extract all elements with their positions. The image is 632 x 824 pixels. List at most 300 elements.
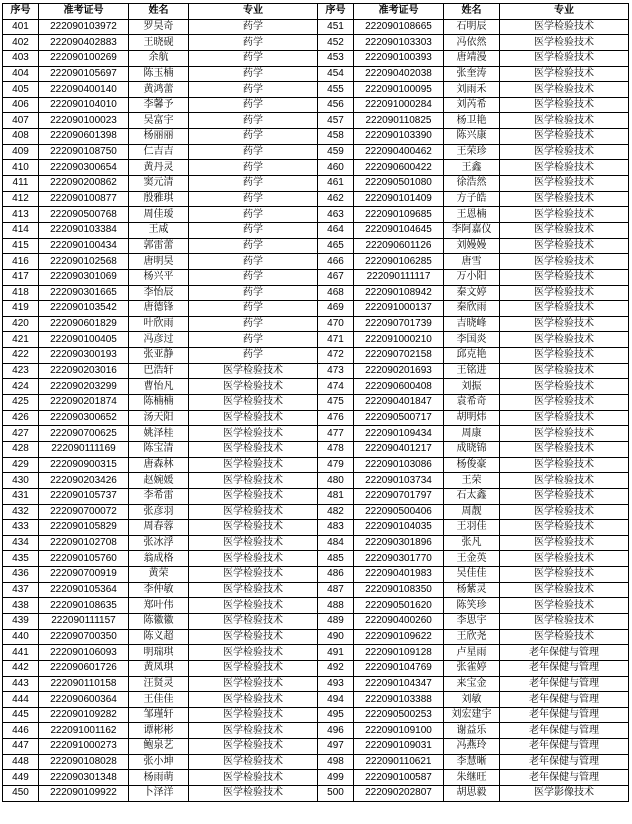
seq-cell: 437 — [3, 582, 39, 598]
major-cell: 医学检验技术 — [500, 613, 629, 629]
seq-cell: 491 — [318, 645, 354, 661]
major-cell: 医学检验技术 — [500, 520, 629, 536]
major-cell: 医学检验技术 — [500, 82, 629, 98]
seq-cell: 427 — [3, 426, 39, 442]
major-cell: 药学 — [189, 35, 318, 51]
exam-id-cell: 222090701797 — [354, 488, 444, 504]
table-row — [3, 473, 629, 489]
major-cell: 老年保健与管理 — [500, 676, 629, 692]
name-cell: 殷雅琪 — [129, 191, 189, 207]
major-cell: 药学 — [189, 238, 318, 254]
exam-id-cell: 222090500406 — [354, 504, 444, 520]
table-row — [3, 739, 629, 755]
major-cell: 医学检验技术 — [500, 129, 629, 145]
name-cell: 方子皓 — [444, 191, 500, 207]
exam-id-cell: 222090201693 — [354, 363, 444, 379]
name-cell: 唐靖漫 — [444, 50, 500, 66]
exam-id-cell: 222090111169 — [39, 441, 129, 457]
seq-cell: 425 — [3, 395, 39, 411]
major-cell: 医学检验技术 — [189, 363, 318, 379]
name-cell: 杨俊豪 — [444, 457, 500, 473]
major-cell: 医学检验技术 — [500, 66, 629, 82]
name-cell: 朱继旺 — [444, 770, 500, 786]
exam-id-cell: 222090109434 — [354, 426, 444, 442]
name-cell: 冯彦过 — [129, 332, 189, 348]
seq-cell: 402 — [3, 35, 39, 51]
major-cell: 医学检验技术 — [189, 426, 318, 442]
seq-cell: 431 — [3, 488, 39, 504]
exam-id-cell: 222091000273 — [39, 739, 129, 755]
exam-id-cell: 222090501620 — [354, 598, 444, 614]
name-cell: 李国炎 — [444, 332, 500, 348]
seq-cell: 488 — [318, 598, 354, 614]
exam-id-cell: 222090300652 — [39, 410, 129, 426]
seq-cell: 401 — [3, 19, 39, 35]
header-exam-id: 准考证号 — [354, 4, 444, 20]
major-cell: 医学检验技术 — [500, 535, 629, 551]
name-cell: 王欣尧 — [444, 629, 500, 645]
exam-id-cell: 222090110158 — [39, 676, 129, 692]
header-major: 专业 — [500, 4, 629, 20]
exam-id-cell: 222090301770 — [354, 551, 444, 567]
table-row — [3, 222, 629, 238]
table-row — [3, 488, 629, 504]
name-cell: 张亚静 — [129, 348, 189, 364]
header-exam-id: 准考证号 — [39, 4, 129, 20]
major-cell: 医学检验技术 — [500, 582, 629, 598]
name-cell: 李思宇 — [444, 613, 500, 629]
seq-cell: 411 — [3, 176, 39, 192]
seq-cell: 460 — [318, 160, 354, 176]
exam-id-cell: 222090108028 — [39, 754, 129, 770]
seq-cell: 414 — [3, 222, 39, 238]
seq-cell: 490 — [318, 629, 354, 645]
exam-id-cell: 222090104347 — [354, 676, 444, 692]
major-cell: 医学检验技术 — [189, 660, 318, 676]
name-cell: 唐森林 — [129, 457, 189, 473]
name-cell: 姚泽桂 — [129, 426, 189, 442]
seq-cell: 456 — [318, 97, 354, 113]
major-cell: 医学检验技术 — [189, 379, 318, 395]
exam-id-cell: 222090105829 — [39, 520, 129, 536]
major-cell: 医学检验技术 — [500, 254, 629, 270]
seq-cell: 433 — [3, 520, 39, 536]
major-cell: 医学检验技术 — [189, 504, 318, 520]
name-cell: 刘敏 — [444, 692, 500, 708]
exam-id-cell: 222090601726 — [39, 660, 129, 676]
major-cell: 医学检验技术 — [500, 441, 629, 457]
major-cell: 药学 — [189, 222, 318, 238]
major-cell: 医学检验技术 — [189, 645, 318, 661]
seq-cell: 412 — [3, 191, 39, 207]
exam-roster-table — [2, 3, 629, 802]
exam-id-cell: 222090109685 — [354, 207, 444, 223]
seq-cell: 435 — [3, 551, 39, 567]
name-cell: 唐明昊 — [129, 254, 189, 270]
header-row — [3, 4, 629, 20]
name-cell: 张雀婷 — [444, 660, 500, 676]
major-cell: 药学 — [189, 50, 318, 66]
seq-cell: 476 — [318, 410, 354, 426]
name-cell: 张小坤 — [129, 754, 189, 770]
name-cell: 李仲敏 — [129, 582, 189, 598]
major-cell: 医学影像技术 — [500, 786, 629, 802]
name-cell: 黄鸿蕾 — [129, 82, 189, 98]
table-row — [3, 504, 629, 520]
table-row — [3, 301, 629, 317]
exam-id-cell: 222090103390 — [354, 129, 444, 145]
exam-id-cell: 222090600364 — [39, 692, 129, 708]
name-cell: 李馨予 — [129, 97, 189, 113]
seq-cell: 439 — [3, 613, 39, 629]
major-cell: 药学 — [189, 348, 318, 364]
major-cell: 老年保健与管理 — [500, 723, 629, 739]
major-cell: 医学检验技术 — [500, 551, 629, 567]
major-cell: 医学检验技术 — [189, 707, 318, 723]
major-cell: 药学 — [189, 269, 318, 285]
name-cell: 刘芮希 — [444, 97, 500, 113]
seq-cell: 467 — [318, 269, 354, 285]
name-cell: 谭彬彬 — [129, 723, 189, 739]
exam-id-cell: 222090900315 — [39, 457, 129, 473]
seq-cell: 443 — [3, 676, 39, 692]
seq-cell: 497 — [318, 739, 354, 755]
exam-id-cell: 222090201874 — [39, 395, 129, 411]
exam-id-cell: 222090100023 — [39, 113, 129, 129]
seq-cell: 483 — [318, 520, 354, 536]
table-row — [3, 129, 629, 145]
table-row — [3, 238, 629, 254]
name-cell: 吴富宇 — [129, 113, 189, 129]
seq-cell: 441 — [3, 645, 39, 661]
name-cell: 余航 — [129, 50, 189, 66]
seq-cell: 419 — [3, 301, 39, 317]
name-cell: 唐雪 — [444, 254, 500, 270]
name-cell: 翁成格 — [129, 551, 189, 567]
name-cell: 陈玉楠 — [129, 66, 189, 82]
major-cell: 医学检验技术 — [500, 598, 629, 614]
exam-id-cell: 222091000137 — [354, 301, 444, 317]
major-cell: 药学 — [189, 254, 318, 270]
name-cell: 陈笑珍 — [444, 598, 500, 614]
major-cell: 医学检验技术 — [500, 504, 629, 520]
seq-cell: 500 — [318, 786, 354, 802]
exam-id-cell: 222090401847 — [354, 395, 444, 411]
seq-cell: 487 — [318, 582, 354, 598]
major-cell: 医学检验技术 — [189, 488, 318, 504]
seq-cell: 484 — [318, 535, 354, 551]
table-row — [3, 348, 629, 364]
major-cell: 医学检验技术 — [500, 488, 629, 504]
seq-cell: 481 — [318, 488, 354, 504]
exam-id-cell: 222090402038 — [354, 66, 444, 82]
major-cell: 医学检验技术 — [189, 582, 318, 598]
name-cell: 吉晓峰 — [444, 316, 500, 332]
exam-id-cell: 222090301665 — [39, 285, 129, 301]
seq-cell: 445 — [3, 707, 39, 723]
major-cell: 医学检验技术 — [500, 35, 629, 51]
exam-id-cell: 222091000210 — [354, 332, 444, 348]
name-cell: 李怡辰 — [129, 285, 189, 301]
seq-cell: 451 — [318, 19, 354, 35]
seq-cell: 472 — [318, 348, 354, 364]
exam-id-cell: 222090203299 — [39, 379, 129, 395]
seq-cell: 474 — [318, 379, 354, 395]
seq-cell: 495 — [318, 707, 354, 723]
seq-cell: 428 — [3, 441, 39, 457]
table-row — [3, 660, 629, 676]
exam-id-cell: 222090400140 — [39, 82, 129, 98]
table-row — [3, 770, 629, 786]
seq-cell: 494 — [318, 692, 354, 708]
major-cell: 老年保健与管理 — [500, 692, 629, 708]
table-row — [3, 582, 629, 598]
seq-cell: 454 — [318, 66, 354, 82]
exam-id-cell: 222090110825 — [354, 113, 444, 129]
table-row — [3, 191, 629, 207]
name-cell: 谢益乐 — [444, 723, 500, 739]
name-cell: 窦元清 — [129, 176, 189, 192]
major-cell: 医学检验技术 — [500, 238, 629, 254]
major-cell: 老年保健与管理 — [500, 707, 629, 723]
major-cell: 老年保健与管理 — [500, 660, 629, 676]
name-cell: 赵婉媛 — [129, 473, 189, 489]
name-cell: 张冰浮 — [129, 535, 189, 551]
major-cell: 医学检验技术 — [500, 285, 629, 301]
table-row — [3, 269, 629, 285]
name-cell: 冯依然 — [444, 35, 500, 51]
name-cell: 冯燕玲 — [444, 739, 500, 755]
exam-id-cell: 222090701739 — [354, 316, 444, 332]
seq-cell: 493 — [318, 676, 354, 692]
major-cell: 医学检验技术 — [189, 535, 318, 551]
table-row — [3, 645, 629, 661]
major-cell: 医学检验技术 — [189, 598, 318, 614]
seq-cell: 486 — [318, 567, 354, 583]
exam-id-cell: 222090108665 — [354, 19, 444, 35]
exam-id-cell: 222090104645 — [354, 222, 444, 238]
seq-cell: 430 — [3, 473, 39, 489]
seq-cell: 407 — [3, 113, 39, 129]
seq-cell: 475 — [318, 395, 354, 411]
name-cell: 黄凤琪 — [129, 660, 189, 676]
table-row — [3, 410, 629, 426]
seq-cell: 426 — [3, 410, 39, 426]
name-cell: 杨丽丽 — [129, 129, 189, 145]
header-major: 专业 — [189, 4, 318, 20]
name-cell: 罗昊奇 — [129, 19, 189, 35]
table-row — [3, 35, 629, 51]
major-cell: 医学检验技术 — [189, 551, 318, 567]
name-cell: 王恩楠 — [444, 207, 500, 223]
exam-id-cell: 222090202807 — [354, 786, 444, 802]
name-cell: 石明辰 — [444, 19, 500, 35]
exam-id-cell: 222090109128 — [354, 645, 444, 661]
seq-cell: 422 — [3, 348, 39, 364]
name-cell: 石太鑫 — [444, 488, 500, 504]
seq-cell: 479 — [318, 457, 354, 473]
name-cell: 杨卫艳 — [444, 113, 500, 129]
exam-id-cell: 222090301348 — [39, 770, 129, 786]
exam-id-cell: 222090601829 — [39, 316, 129, 332]
seq-cell: 403 — [3, 50, 39, 66]
seq-cell: 482 — [318, 504, 354, 520]
exam-id-cell: 222090100434 — [39, 238, 129, 254]
major-cell: 老年保健与管理 — [500, 754, 629, 770]
exam-id-cell: 222090104035 — [354, 520, 444, 536]
major-cell: 老年保健与管理 — [500, 739, 629, 755]
major-cell: 药学 — [189, 301, 318, 317]
exam-id-cell: 222090400260 — [354, 613, 444, 629]
seq-cell: 455 — [318, 82, 354, 98]
name-cell: 王咸 — [129, 222, 189, 238]
name-cell: 明瑞琪 — [129, 645, 189, 661]
seq-cell: 461 — [318, 176, 354, 192]
exam-id-cell: 222090300654 — [39, 160, 129, 176]
major-cell: 医学检验技术 — [500, 301, 629, 317]
table-row — [3, 457, 629, 473]
exam-id-cell: 222090402883 — [39, 35, 129, 51]
major-cell: 老年保健与管理 — [500, 770, 629, 786]
table-row — [3, 144, 629, 160]
header-name: 姓名 — [129, 4, 189, 20]
name-cell: 黄荣 — [129, 567, 189, 583]
name-cell: 王羽佳 — [444, 520, 500, 536]
seq-cell: 415 — [3, 238, 39, 254]
seq-cell: 448 — [3, 754, 39, 770]
name-cell: 王铭进 — [444, 363, 500, 379]
major-cell: 医学检验技术 — [189, 739, 318, 755]
major-cell: 医学检验技术 — [500, 426, 629, 442]
major-cell: 医学检验技术 — [189, 567, 318, 583]
exam-id-cell: 222090700919 — [39, 567, 129, 583]
exam-id-cell: 222090108635 — [39, 598, 129, 614]
major-cell: 药学 — [189, 285, 318, 301]
major-cell: 药学 — [189, 66, 318, 82]
exam-id-cell: 222090100393 — [354, 50, 444, 66]
seq-cell: 440 — [3, 629, 39, 645]
seq-cell: 462 — [318, 191, 354, 207]
name-cell: 陈宝清 — [129, 441, 189, 457]
name-cell: 巴浩轩 — [129, 363, 189, 379]
exam-id-cell: 222091001162 — [39, 723, 129, 739]
seq-cell: 469 — [318, 301, 354, 317]
exam-id-cell: 222090401217 — [354, 441, 444, 457]
seq-cell: 471 — [318, 332, 354, 348]
major-cell: 老年保健与管理 — [500, 645, 629, 661]
seq-cell: 463 — [318, 207, 354, 223]
exam-id-cell: 222090100269 — [39, 50, 129, 66]
table-row — [3, 598, 629, 614]
seq-cell: 444 — [3, 692, 39, 708]
exam-id-cell: 222090111117 — [354, 269, 444, 285]
major-cell: 医学检验技术 — [189, 676, 318, 692]
name-cell: 陈徽徽 — [129, 613, 189, 629]
seq-cell: 418 — [3, 285, 39, 301]
exam-id-cell: 222090102708 — [39, 535, 129, 551]
table-row — [3, 707, 629, 723]
major-cell: 药学 — [189, 316, 318, 332]
table-row — [3, 97, 629, 113]
exam-id-cell: 222090110621 — [354, 754, 444, 770]
name-cell: 陈义超 — [129, 629, 189, 645]
seq-cell: 468 — [318, 285, 354, 301]
seq-cell: 489 — [318, 613, 354, 629]
exam-id-cell: 222090700625 — [39, 426, 129, 442]
seq-cell: 492 — [318, 660, 354, 676]
table-row — [3, 395, 629, 411]
name-cell: 汤天阳 — [129, 410, 189, 426]
table-row — [3, 692, 629, 708]
seq-cell: 404 — [3, 66, 39, 82]
major-cell: 医学检验技术 — [500, 457, 629, 473]
seq-cell: 498 — [318, 754, 354, 770]
table-row — [3, 723, 629, 739]
name-cell: 周春蓉 — [129, 520, 189, 536]
exam-id-cell: 222090103384 — [39, 222, 129, 238]
name-cell: 胡明炜 — [444, 410, 500, 426]
exam-id-cell: 222090103388 — [354, 692, 444, 708]
exam-id-cell: 222090109100 — [354, 723, 444, 739]
table-row — [3, 66, 629, 82]
major-cell: 医学检验技术 — [500, 410, 629, 426]
seq-cell: 438 — [3, 598, 39, 614]
name-cell: 张奎涛 — [444, 66, 500, 82]
seq-cell: 458 — [318, 129, 354, 145]
seq-cell: 421 — [3, 332, 39, 348]
major-cell: 医学检验技术 — [500, 473, 629, 489]
major-cell: 药学 — [189, 332, 318, 348]
name-cell: 秦欣雨 — [444, 301, 500, 317]
exam-id-cell: 222090100877 — [39, 191, 129, 207]
seq-cell: 466 — [318, 254, 354, 270]
name-cell: 杨兴平 — [129, 269, 189, 285]
seq-cell: 446 — [3, 723, 39, 739]
major-cell: 医学检验技术 — [189, 692, 318, 708]
table-row — [3, 676, 629, 692]
major-cell: 医学检验技术 — [189, 723, 318, 739]
seq-cell: 450 — [3, 786, 39, 802]
table-row — [3, 520, 629, 536]
major-cell: 医学检验技术 — [500, 395, 629, 411]
seq-cell: 453 — [318, 50, 354, 66]
table-row — [3, 363, 629, 379]
major-cell: 医学检验技术 — [500, 316, 629, 332]
header-seq: 序号 — [318, 4, 354, 20]
name-cell: 杨雨萌 — [129, 770, 189, 786]
seq-cell: 465 — [318, 238, 354, 254]
seq-cell: 470 — [318, 316, 354, 332]
name-cell: 黄丹灵 — [129, 160, 189, 176]
seq-cell: 436 — [3, 567, 39, 583]
exam-id-cell: 222090203426 — [39, 473, 129, 489]
exam-id-cell: 222090401983 — [354, 567, 444, 583]
exam-id-cell: 222090501080 — [354, 176, 444, 192]
name-cell: 李慧晰 — [444, 754, 500, 770]
table-row — [3, 82, 629, 98]
major-cell: 医学检验技术 — [500, 19, 629, 35]
name-cell: 李阿嘉仪 — [444, 222, 500, 238]
exam-id-cell: 222090600408 — [354, 379, 444, 395]
seq-cell: 408 — [3, 129, 39, 145]
table-row — [3, 50, 629, 66]
major-cell: 医学检验技术 — [189, 410, 318, 426]
exam-id-cell: 222090109622 — [354, 629, 444, 645]
exam-id-cell: 222090601398 — [39, 129, 129, 145]
exam-id-cell: 222090100587 — [354, 770, 444, 786]
exam-id-cell: 222090111157 — [39, 613, 129, 629]
name-cell: 陈楠楠 — [129, 395, 189, 411]
